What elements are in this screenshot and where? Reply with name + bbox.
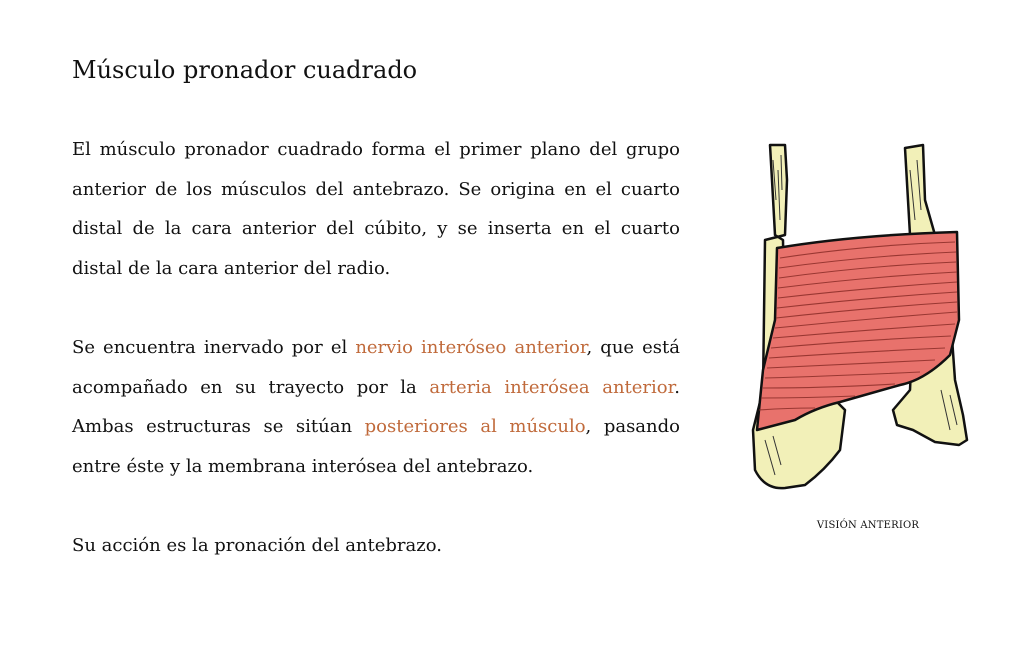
article-body	[72, 130, 680, 606]
link-posteriores-al-musculo[interactable]: posteriores al músculo	[364, 416, 586, 437]
figure-caption: VISIÓN ANTERIOR	[816, 520, 920, 531]
paragraph-text: , pasando entre éste y la membrana interósea del antebrazo.	[72, 416, 680, 477]
pronator-quadratus-illustration	[745, 140, 975, 500]
anatomy-figure	[745, 140, 975, 540]
page-title: Músculo pronador cuadrado	[72, 56, 418, 84]
paragraph-text: . Ambas estructuras se sitúan	[72, 376, 680, 437]
link-arteria-interosea-anterior[interactable]: arteria interósea anterior	[429, 376, 675, 398]
paragraph-origin-insertion: El músculo pronador cuadrado forma el primer plano del grupo anterior de los músculos del antebrazo. Se origina en el cuarto distal de la cara anterior del cúbito, y se inserta en el cuarto distal de la cara anterior del radio.	[72, 139, 680, 279]
paragraph-innervation	[72, 328, 680, 486]
paragraph-action: Su acción es la pronación del antebrazo.	[72, 535, 442, 556]
paragraph-text: , que está acompañado en su trayecto por la	[72, 337, 680, 398]
link-nervio-interoseo-anterior[interactable]: nervio interóseo anterior	[355, 337, 587, 358]
paragraph-text: Se encuentra inervado por el	[72, 337, 356, 358]
